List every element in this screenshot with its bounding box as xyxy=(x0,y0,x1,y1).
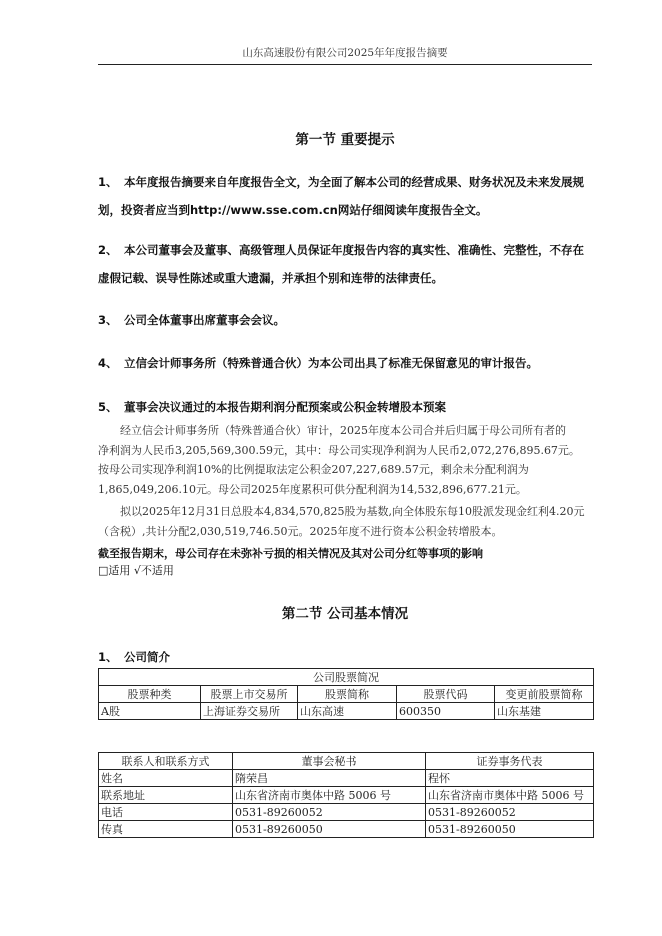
table-cell: 程怀 xyxy=(426,770,594,787)
notice-item-3 xyxy=(98,306,592,334)
table-row xyxy=(99,703,594,720)
profit-paragraph-1 xyxy=(98,421,592,499)
para-line: 1,865,049,206.10元。母公司2025年度累积可供分配利润为14,532,896,677.21元。 xyxy=(98,482,527,496)
para-line: 经立信会计师事务所（特殊普通合伙）审计，2025年度本公司合并后归属于母公司所有者的 xyxy=(120,424,566,437)
table-row xyxy=(99,821,594,838)
contact-info-table xyxy=(98,752,594,838)
item-text: 董事会决议通过的本报告期利润分配预案或公积金转增股本预案 xyxy=(124,400,446,414)
item-text: 公司简介 xyxy=(124,650,170,664)
table-row xyxy=(99,787,594,804)
table-row xyxy=(99,770,594,787)
item-number: 4、 xyxy=(98,356,118,370)
item-text-line2: 虚假记载、误导性陈述或重大遗漏，并承担个别和连带的法律责任。 xyxy=(98,271,443,285)
uncovered-loss-heading: 截至报告期末，母公司存在未弥补亏损的相关情况及其对公司分红等事项的影响 xyxy=(98,547,483,560)
table-cell: 600350 xyxy=(397,703,495,720)
notice-item-4 xyxy=(98,349,592,377)
table-header-row xyxy=(99,753,594,770)
para-line: 按母公司实现净利润10%的比例提取法定公积金207,227,689.57元，剩余未分配利润为 xyxy=(98,463,529,476)
header-cell: 证券事务代表 xyxy=(426,753,594,770)
applicability-checkbox-line: □适用 √不适用 xyxy=(98,564,174,577)
item-text: 立信会计师事务所（特殊普通合伙）为本公司出具了标准无保留意见的审计报告。 xyxy=(124,356,538,370)
para-line: （含税）,共计分配2,030,519,746.50元。2025年度不进行资本公积金转增股本。 xyxy=(98,524,503,538)
section2-title: 第二节 公司基本情况 xyxy=(281,606,409,622)
company-profile-heading xyxy=(98,643,592,671)
table-cell: 山东省济南市奥体中路 5006 号 xyxy=(426,787,594,804)
item-number: 2、 xyxy=(98,243,118,257)
notice-item-1 xyxy=(98,168,592,224)
table-caption: 公司股票简况 xyxy=(99,669,594,686)
item-number: 1、 xyxy=(98,650,118,664)
table-header-row xyxy=(99,686,594,703)
table-cell: 0531-89260052 xyxy=(426,804,594,821)
stock-info-table xyxy=(98,668,594,720)
table-cell: 隋荣昌 xyxy=(233,770,426,787)
table-cell: 山东基建 xyxy=(495,703,594,720)
header-cell: 股票简称 xyxy=(298,686,397,703)
table-caption-row xyxy=(99,669,594,686)
header-cell: 联系人和联系方式 xyxy=(99,753,233,770)
table-cell: 0531-89260050 xyxy=(426,821,594,838)
table-cell: 电话 xyxy=(99,804,233,821)
table-row xyxy=(99,804,594,821)
table-cell: 上海证券交易所 xyxy=(201,703,298,720)
header-cell: 股票上市交易所 xyxy=(201,686,298,703)
item-text-line1: 本年度报告摘要来自年度报告全文，为全面了解本公司的经营成果、财务状况及未来发展规 xyxy=(124,175,584,189)
header-cell: 股票种类 xyxy=(99,686,201,703)
item-text-line1: 本公司董事会及董事、高级管理人员保证年度报告内容的真实性、准确性、完整性，不存在 xyxy=(124,243,584,257)
table-cell: 姓名 xyxy=(99,770,233,787)
table-cell: 0531-89260052 xyxy=(233,804,426,821)
table-cell: 联系地址 xyxy=(99,787,233,804)
item-number: 3、 xyxy=(98,313,118,327)
header-cell: 变更前股票简称 xyxy=(495,686,594,703)
table-cell: 山东省济南市奥体中路 5006 号 xyxy=(233,787,426,804)
section1-title: 第一节 重要提示 xyxy=(295,132,395,148)
item-number: 5、 xyxy=(98,400,118,414)
table-cell: 0531-89260050 xyxy=(233,821,426,838)
notice-item-2 xyxy=(98,236,592,292)
notice-item-5 xyxy=(98,393,592,421)
para-line: 拟以2025年12月31日总股本4,834,570,825股为基数,向全体股东每10股派发现金红利4.20元 xyxy=(120,505,585,518)
table-cell: 山东高速 xyxy=(298,703,397,720)
table-cell: A股 xyxy=(99,703,201,720)
page-header: 山东高速股份有限公司2025年年度报告摘要 xyxy=(98,45,592,65)
header-cell: 董事会秘书 xyxy=(233,753,426,770)
profit-paragraph-2 xyxy=(98,502,592,541)
item-text: 公司全体董事出席董事会会议。 xyxy=(124,313,285,327)
header-cell: 股票代码 xyxy=(397,686,495,703)
item-text-line2: 划，投资者应当到http://www.sse.com.cn网站仔细阅读年度报告全文。 xyxy=(98,203,488,217)
item-number: 1、 xyxy=(98,175,118,189)
para-line: 净利润为人民币3,205,569,300.59元，其中：母公司实现净利润为人民币2,072,276,895.67元。 xyxy=(98,443,580,457)
table-cell: 传真 xyxy=(99,821,233,838)
